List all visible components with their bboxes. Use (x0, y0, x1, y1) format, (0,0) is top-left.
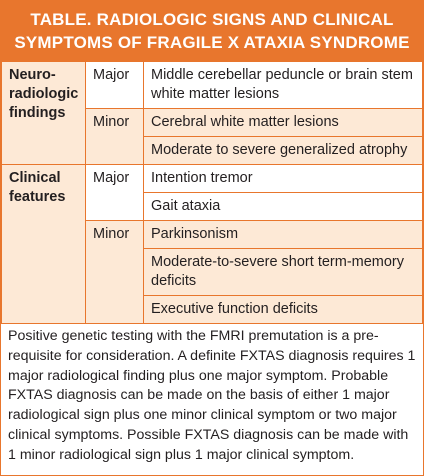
category-neuroradiologic (2, 62, 86, 165)
category-label-line: Neuro- (9, 67, 56, 83)
finding-item: Middle cerebellar peduncle or brain stem white matter lesions (144, 62, 423, 109)
table-title-line-1: TABLE. RADIOLOGIC SIGNS AND CLINICAL (30, 10, 394, 29)
finding-item: Cerebral white matter lesions (144, 109, 423, 137)
symptom-item: Parkinsonism (144, 221, 423, 249)
table-row (2, 165, 423, 193)
severity-major: Major (86, 165, 144, 221)
symptom-item: Executive function deficits (144, 296, 423, 324)
category-label-line: radiologic (9, 86, 79, 102)
severity-major: Major (86, 62, 144, 109)
table-title-line-2: SYMPTOMS OF FRAGILE X ATAXIA SYNDROME (14, 33, 410, 52)
category-label-line: Clinical (9, 170, 61, 186)
category-label-line: features (9, 189, 66, 205)
symptom-item: Gait ataxia (144, 193, 423, 221)
table-row (2, 62, 423, 109)
symptom-item: Moderate-to-severe short term-memory deficits (144, 249, 423, 296)
category-label-line: findings (9, 105, 66, 121)
finding-item: Moderate to severe generalized atrophy (144, 137, 423, 165)
table-title (1, 1, 423, 61)
category-clinical (2, 165, 86, 324)
severity-minor: Minor (86, 109, 144, 165)
criteria-table (1, 61, 423, 324)
severity-minor: Minor (86, 221, 144, 324)
symptom-item: Intention tremor (144, 165, 423, 193)
diagnostic-note: Positive genetic testing with the FMRI premutation is a pre-requisite for consideration. A definite FXTAS diagnosis requires 1 major radiological finding plus one major symptom. Probable FXTAS diagnosis can be made on the basis of either 1 major radiological sign plus one minor clinical symptom or two major clinical symptoms. Possible FXTAS diagnosis can be made with 1 minor radiological sign plus 1 major clinical symptom. (8, 328, 416, 463)
